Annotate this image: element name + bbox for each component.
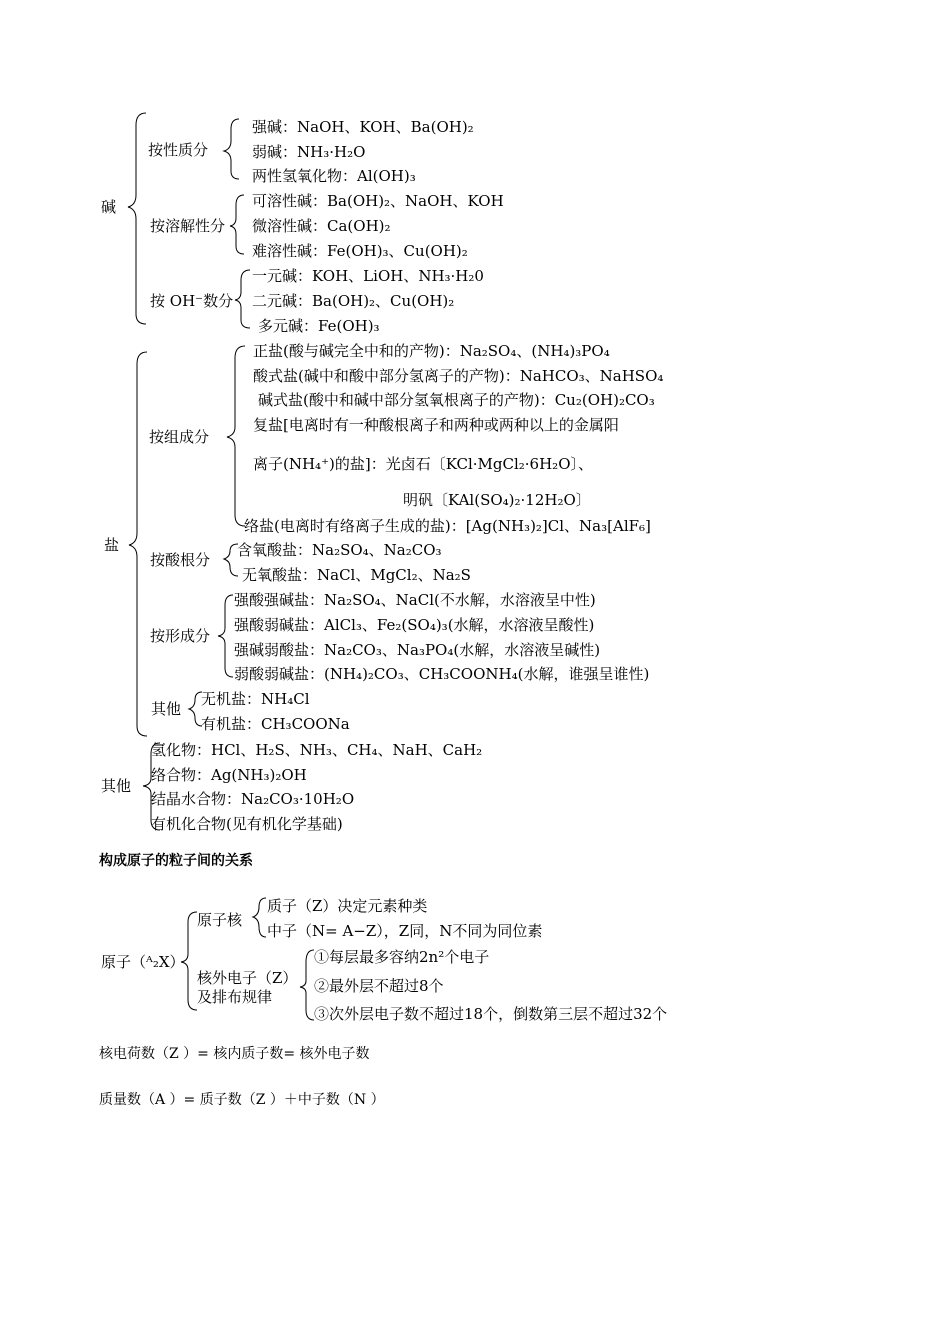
salt-composition-label: 按组成分: [149, 428, 210, 446]
electron-item: ①每层最多容纳2n²个电子: [314, 948, 490, 966]
nucleus-item: 质子（Z）决定元素种类: [267, 897, 428, 915]
base-oh-item: 二元碱：Ba(OH)₂、Cu(OH)₂: [252, 292, 455, 310]
salt-formation-item: 弱酸弱碱盐：(NH₄)₂CO₃、CH₃COONH₄(水解，谁强呈谁性): [234, 665, 650, 683]
salt-formation-item: 强酸强碱盐：Na₂SO₄、NaCl(不水解，水溶液呈中性): [234, 591, 596, 609]
salt-formation-item: 强碱弱酸盐：Na₂CO₃、Na₃PO₄(水解，水溶液呈碱性): [234, 641, 601, 659]
formula-charge: 核电荷数（Z ）= 核内质子数= 核外电子数: [99, 1046, 370, 1062]
base-solubility-label: 按溶解性分: [150, 217, 226, 235]
other-item: 络合物：Ag(NH₃)₂OH: [151, 766, 307, 784]
base-oh-item: 多元碱：Fe(OH)₃: [258, 317, 380, 335]
salt-formation-item: 强酸弱碱盐：AlCl₃、Fe₂(SO₄)₃(水解，水溶液呈酸性): [234, 616, 595, 634]
base-strength-item: 强碱：NaOH、KOH、Ba(OH)₂: [252, 118, 474, 136]
electron-label: 核外电子（Z）: [197, 969, 298, 987]
nucleus-brace: [253, 898, 266, 937]
salt-composition-item: 复盐[电离时有一种酸根离子和两种或两种以上的金属阳: [253, 416, 619, 434]
formula-mass: 质量数（A ）= 质子数（Z ）＋中子数（N ）: [99, 1092, 385, 1108]
composition-brace: [227, 346, 245, 526]
base-solubility-item: 可溶性碱：Ba(OH)₂、NaOH、KOH: [252, 192, 504, 210]
base-brace: [128, 113, 146, 324]
salt-formation-label: 按形成分: [150, 627, 211, 645]
base-strength-item: 两性氢氧化物：Al(OH)₃: [252, 167, 416, 185]
base-strength-label: 按性质分: [148, 141, 209, 159]
acid-radical-brace: [224, 544, 238, 576]
salt-composition-item: 离子(NH₄⁺)的盐]：光卤石〔KCl·MgCl₂·6H₂O〕、: [253, 455, 593, 473]
salt-brace: [129, 352, 147, 736]
salt-composition-item: 正盐(酸与碱完全中和的产物)：Na₂SO₄、(NH₄)₃PO₄: [253, 342, 610, 360]
formation-brace: [218, 595, 233, 677]
salt-acid-radical-label: 按酸根分: [150, 551, 211, 569]
atom-label: 原子（ᴬ₂X）: [101, 953, 185, 971]
salt-title: 盐: [104, 536, 120, 554]
salt-other-item: 无机盐：NH₄Cl: [201, 690, 310, 708]
base-title: 碱: [101, 198, 117, 216]
salt-composition-item: 碱式盐(酸中和碱中部分氢氧根离子的产物)：Cu₂(OH)₂CO₃: [258, 391, 655, 409]
salt-composition-item: 络盐(电离时有络离子生成的盐)：[Ag(NH₃)₂]Cl、Na₃[AlF₆]: [244, 517, 651, 535]
oh-brace: [235, 270, 250, 328]
other-title: 其他: [101, 777, 132, 795]
salt-acid-radical-item: 无氧酸盐：NaCl、MgCl₂、Na₂S: [242, 566, 471, 584]
nucleus-label: 原子核: [197, 911, 243, 929]
salt-other-label: 其他: [151, 700, 182, 718]
other-item: 氢化物：HCl、H₂S、NH₃、CH₄、NaH、CaH₂: [151, 741, 483, 759]
salt-composition-item: 酸式盐(碱中和酸中部分氢离子的产物)：NaHCO₃、NaHSO₄: [253, 367, 664, 385]
electron-item: ③次外层电子数不超过18个，倒数第三层不超过32个: [314, 1005, 668, 1023]
base-oh-item: 一元碱：KOH、LiOH、NH₃·H₂0: [252, 267, 484, 285]
salt-composition-item: 明矾〔KAl(SO₄)₂·12H₂O〕: [403, 491, 591, 509]
other-item: 有机化合物(见有机化学基础): [151, 815, 343, 833]
nucleus-item: 中子（N= A−Z），Z同，N不同为同位素: [267, 922, 543, 940]
other-item: 结晶水合物：Na₂CO₃·10H₂O: [151, 790, 355, 808]
salt-other-item: 有机盐：CH₃COONa: [201, 715, 350, 733]
electron-label: 及排布规律: [197, 988, 273, 1006]
electron-item: ②最外层不超过8个: [314, 977, 444, 995]
strength-brace: [224, 119, 239, 179]
atom-heading: 构成原子的粒子间的关系: [99, 853, 253, 869]
base-solubility-item: 微溶性碱：Ca(OH)₂: [252, 217, 391, 235]
salt-acid-radical-item: 含氧酸盐：Na₂SO₄、Na₂CO₃: [237, 541, 442, 559]
base-solubility-item: 难溶性碱：Fe(OH)₃、Cu(OH)₂: [252, 242, 468, 260]
base-strength-item: 弱碱：NH₃·H₂O: [252, 143, 366, 161]
base-oh-label: 按 OH⁻数分: [150, 292, 234, 310]
electron-brace: [300, 950, 314, 1020]
solubility-brace: [230, 195, 244, 254]
